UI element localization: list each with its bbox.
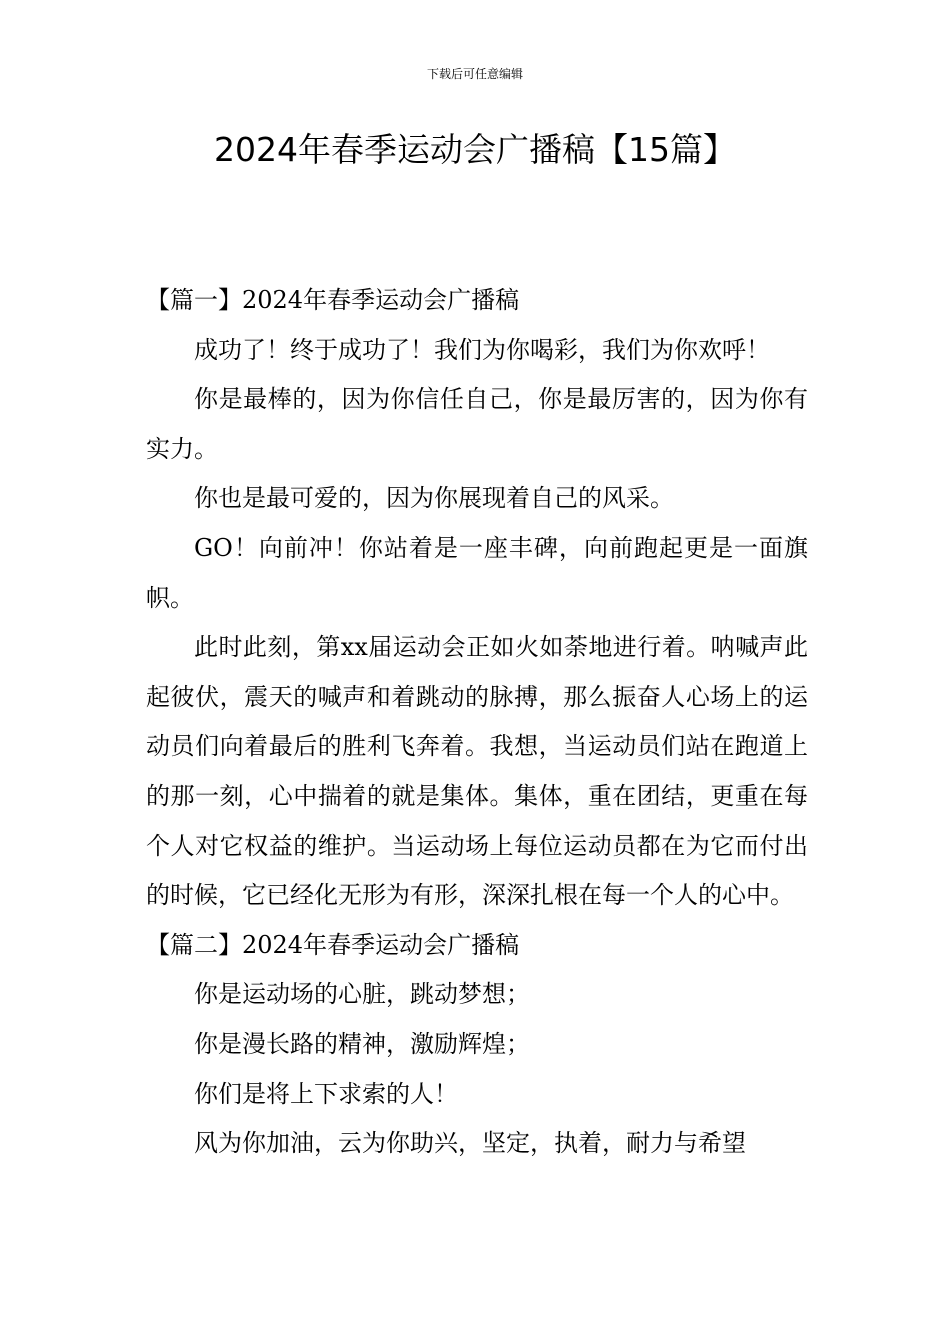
- document-body: [146, 276, 808, 1169]
- paragraph: 此时此刻，第xx届运动会正如火如荼地进行着。呐喊声此起彼伏，震天的喊声和着跳动的脉搏，那么振奋人心场上的运动员们向着最后的胜利飞奔着。我想，当运动员们站在跑道上的那一刻，心中揣着的就是集体。集体，重在团结，更重在每个人对它权益的维护。当运动场上每位运动员都在为它而付出的时候，它已经化无形为有形，深深扎根在每一个人的心中。: [146, 633, 808, 910]
- paragraph: 风为你加油，云为你助兴，坚定，执着，耐力与希望: [194, 1129, 746, 1158]
- paragraph: 你是最棒的，因为你信任自己，你是最厉害的，因为你有实力。: [146, 385, 808, 463]
- paragraph: 你也是最可爱的，因为你展现着自己的风采。: [194, 484, 674, 513]
- paragraph: 成功了！终于成功了！我们为你喝彩，我们为你欢呼！: [194, 335, 770, 364]
- paragraph: 你们是将上下求索的人！: [194, 1079, 458, 1108]
- paragraph: GO！向前冲！你站着是一座丰碑，向前跑起更是一面旗帜。: [146, 533, 808, 612]
- header-note: 下载后可任意编辑: [426, 67, 523, 81]
- document-title: 2024年春季运动会广播稿【15篇】: [214, 130, 736, 169]
- paragraph: 你是运动场的心脏，跳动梦想；: [194, 980, 530, 1009]
- section-heading-2: 【篇二】2024年春季运动会广播稿: [146, 930, 520, 959]
- section-heading-1: 【篇一】2024年春季运动会广播稿: [146, 286, 520, 314]
- paragraph: 你是漫长路的精神，激励辉煌；: [194, 1029, 530, 1058]
